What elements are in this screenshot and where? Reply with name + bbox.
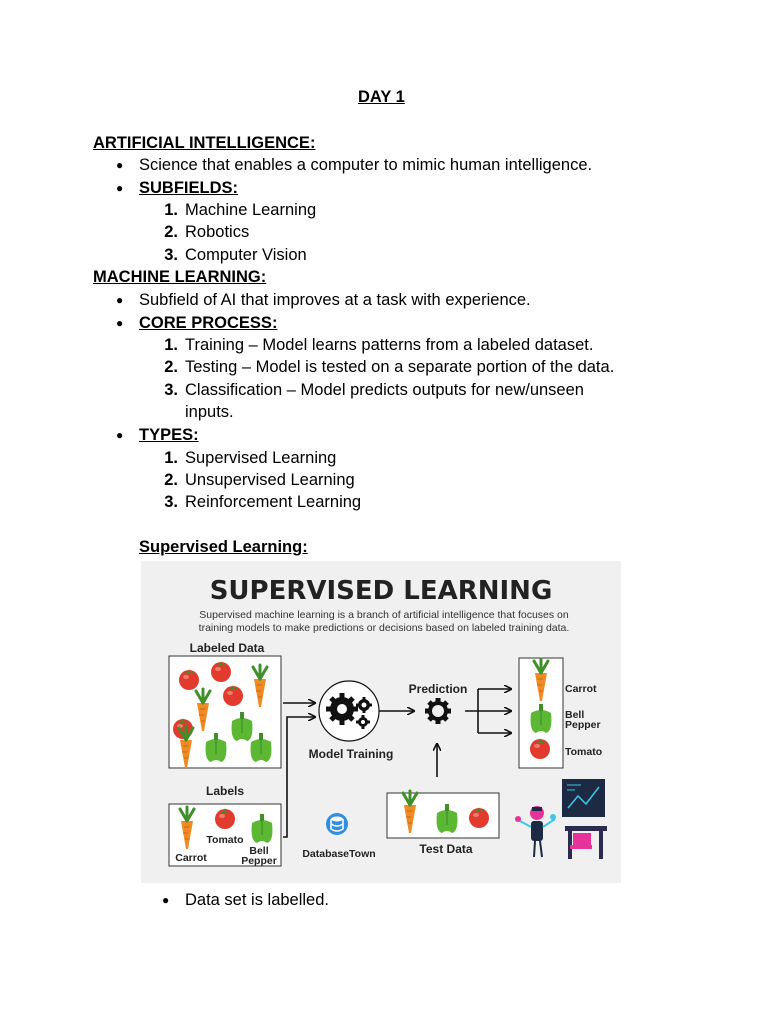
list-item: Robotics xyxy=(185,223,250,241)
list-number: 3. xyxy=(164,381,178,399)
label-carrot: Carrot xyxy=(175,852,207,864)
list-item: Testing – Model is tested on a separate portion of the data. xyxy=(185,358,615,376)
label-tomato: Tomato xyxy=(206,834,244,846)
ai-definition: Science that enables a computer to mimic human intelligence. xyxy=(139,156,593,174)
list-number: 2. xyxy=(164,223,178,241)
page-title: DAY 1 xyxy=(358,88,405,106)
list-item: Classification – Model predicts outputs for new/unseen xyxy=(185,381,584,399)
label-pepper: Pepper xyxy=(241,855,277,867)
subfields-label: SUBFIELDS: xyxy=(139,179,238,197)
infographic-description: training models to make predictions or decisions based on labeled training data. xyxy=(198,622,570,634)
test-data-label: Test Data xyxy=(419,842,473,856)
labels-label: Labels xyxy=(205,784,245,798)
ml-definition: Subfield of AI that improves at a task with experience. xyxy=(139,291,531,309)
bullet-icon: ● xyxy=(116,293,124,307)
supervised-heading: Supervised Learning: xyxy=(139,538,308,556)
list-item: Computer Vision xyxy=(185,246,307,264)
output-tomato-label: Tomato xyxy=(565,746,603,758)
core-process-label: CORE PROCESS: xyxy=(139,314,278,332)
list-item: Machine Learning xyxy=(185,201,317,219)
list-number: 1. xyxy=(164,449,178,467)
ai-heading: ARTIFICIAL INTELLIGENCE: xyxy=(93,134,316,152)
bullet-icon: ● xyxy=(116,428,124,442)
brand-name: DatabaseTown xyxy=(302,848,376,860)
list-item: Supervised Learning xyxy=(185,449,337,467)
list-number: 1. xyxy=(164,336,178,354)
list-item: Training – Model learns patterns from a labeled dataset. xyxy=(185,336,594,354)
labeled-data-label: Labeled Data xyxy=(189,641,265,655)
bullet-icon: ● xyxy=(162,893,170,907)
list-item: Reinforcement Learning xyxy=(185,493,362,511)
output-pepper-label: Pepper xyxy=(565,719,601,731)
infographic-title: SUPERVISED LEARNING xyxy=(209,576,553,606)
bullet-icon: ● xyxy=(116,316,124,330)
output-carrot-label: Carrot xyxy=(565,683,597,695)
robot-illustration xyxy=(515,779,607,859)
database-icon xyxy=(326,813,348,835)
list-item-continuation: inputs. xyxy=(185,403,234,421)
list-number: 1. xyxy=(164,201,178,219)
bullet-icon: ● xyxy=(116,181,124,195)
supervised-learning-infographic xyxy=(141,561,621,883)
bullet-icon: ● xyxy=(116,158,124,172)
supervised-note: Data set is labelled. xyxy=(185,891,329,909)
output-bell-label: Bell xyxy=(565,709,585,721)
label-bell: Bell xyxy=(249,845,269,857)
list-number: 3. xyxy=(164,493,178,511)
list-item: Unsupervised Learning xyxy=(185,471,355,489)
list-number: 3. xyxy=(164,246,178,264)
types-label: TYPES: xyxy=(139,426,199,444)
prediction-label: Prediction xyxy=(408,682,468,696)
infographic-description: Supervised machine learning is a branch of artificial intelligence that focuses on xyxy=(199,609,569,621)
prediction-gear-icon xyxy=(425,698,451,724)
ml-heading: MACHINE LEARNING: xyxy=(93,268,267,286)
list-number: 2. xyxy=(164,471,178,489)
list-number: 2. xyxy=(164,358,178,376)
model-training-label: Model Training xyxy=(308,747,394,761)
